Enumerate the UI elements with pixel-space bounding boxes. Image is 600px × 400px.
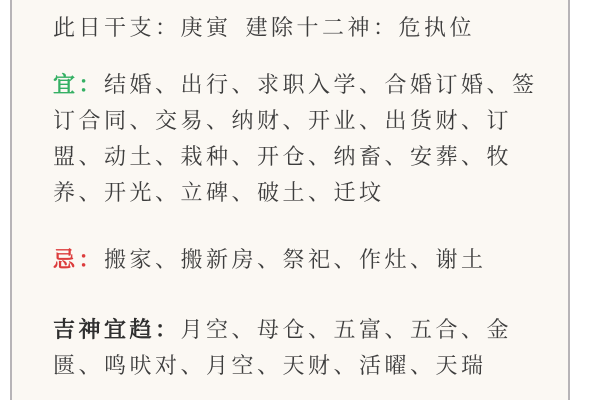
lucky-gods-items: 月空、母仓、五富、五合、金匮、鸣吠对、月空、天财、活曜、天瑞 xyxy=(53,317,513,378)
twelve-gods-value: 危执位 xyxy=(398,15,476,40)
suitable-section xyxy=(53,67,546,211)
lucky-gods-label: 吉神宜趋： xyxy=(53,317,181,342)
ganzhi-value: 庚寅 xyxy=(180,15,232,40)
avoid-items: 搬家、搬新房、祭祀、作灶、谢土 xyxy=(104,247,487,272)
lucky-gods-section xyxy=(53,312,546,384)
ganzhi-label: 此日干支： xyxy=(53,15,181,40)
ganzhi-line xyxy=(53,10,546,46)
avoid-section xyxy=(53,242,546,278)
almanac-panel xyxy=(10,0,570,400)
avoid-label: 忌： xyxy=(53,247,105,272)
twelve-gods-label: 建除十二神： xyxy=(245,15,399,40)
suitable-items: 结婚、出行、求职入学、合婚订婚、签订合同、交易、纳财、开业、出货财、订盟、动土、栽种、开仓、纳畜、安葬、牧养、开光、立碑、破土、迁坟 xyxy=(53,72,538,205)
suitable-label: 宜： xyxy=(53,72,105,97)
